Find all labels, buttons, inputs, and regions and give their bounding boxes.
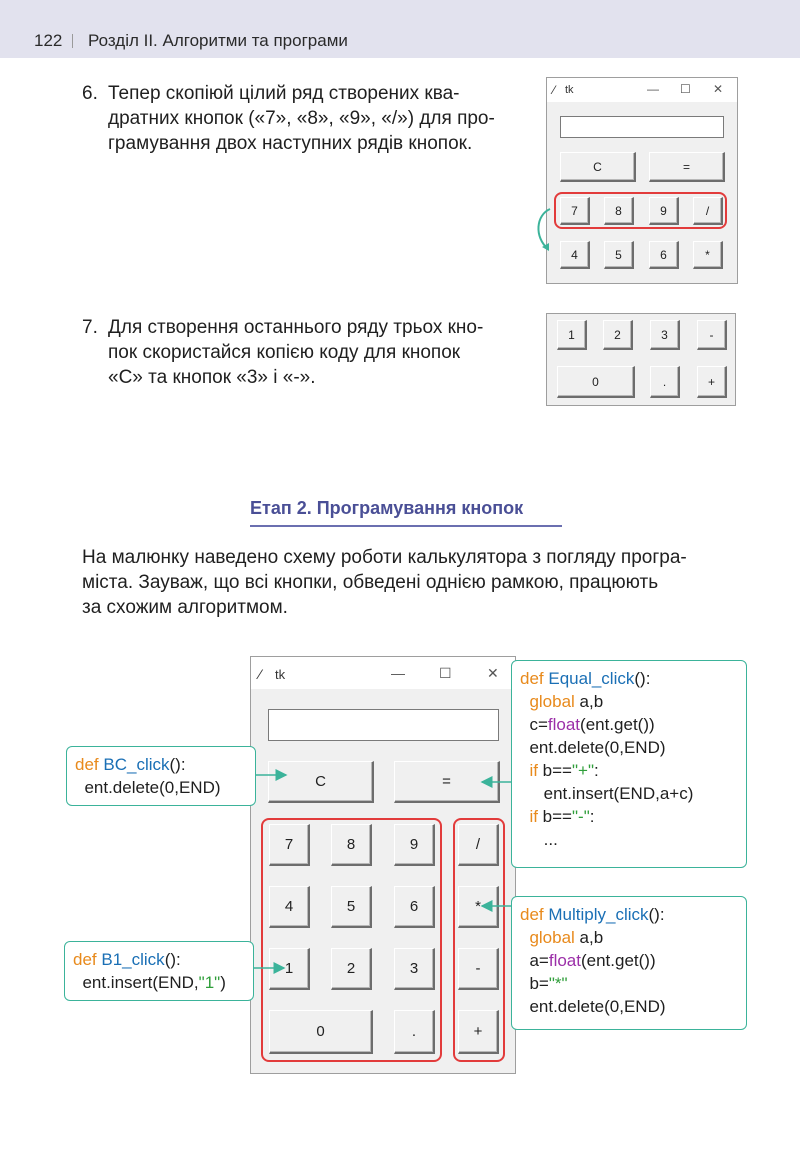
code-text: b== — [537, 807, 572, 826]
minimize-icon[interactable]: — — [647, 82, 659, 96]
code-text: a,b — [574, 692, 604, 711]
feather-icon: ⁄ — [553, 83, 556, 97]
digit-4-button[interactable]: 4 — [560, 241, 590, 269]
step-7-line: «С» та кнопок «3» і «-». — [108, 367, 316, 388]
code-string: "-" — [572, 807, 590, 826]
code-text: ent.insert(END, — [82, 973, 199, 992]
code-text: : — [594, 761, 599, 780]
code-text: ) — [220, 973, 226, 992]
plus-button[interactable]: + — [697, 366, 727, 398]
minus-button[interactable]: - — [458, 948, 499, 990]
code-function-name: Multiply_click — [548, 905, 649, 924]
code-text: a= — [529, 951, 549, 970]
divide-button[interactable]: / — [458, 824, 499, 866]
code-text: ent.insert(END,a+c) — [543, 784, 694, 803]
intro-line: На малюнку наведено схему роботи калькулятора з погляду програ- — [82, 547, 687, 568]
code-keyword: def — [75, 755, 99, 774]
digit-0-button[interactable]: 0 — [557, 366, 635, 398]
close-icon[interactable]: ✕ — [487, 665, 499, 681]
digit-8-button[interactable]: 8 — [331, 824, 372, 866]
intro-line: за схожим алгоритмом. — [82, 597, 288, 618]
digit-1-button[interactable]: 1 — [269, 948, 310, 990]
code-text: b== — [537, 761, 572, 780]
code-text: : — [589, 807, 595, 826]
code-function-name: Equal_click — [548, 669, 635, 688]
code-keyword: if — [529, 761, 538, 780]
digit-5-button[interactable]: 5 — [331, 886, 372, 928]
code-text: (ent.get()) — [580, 715, 655, 734]
digit-2-button[interactable]: 2 — [331, 948, 372, 990]
feather-icon: ⁄ — [259, 666, 262, 682]
digit-3-button[interactable]: 3 — [394, 948, 435, 990]
code-text: (): — [169, 755, 186, 774]
code-text: c= — [529, 715, 548, 734]
section-title: Розділ II. Алгоритми та програми — [88, 31, 348, 50]
digit-3-button[interactable]: 3 — [650, 320, 680, 350]
code-text: (): — [634, 669, 651, 688]
code-function-name: B1_click — [101, 950, 165, 969]
code-text: (): — [648, 905, 665, 924]
digit-2-button[interactable]: 2 — [603, 320, 633, 350]
equals-button[interactable]: = — [649, 152, 725, 182]
code-keyword: if — [529, 807, 538, 826]
code-string: "1" — [198, 973, 221, 992]
step-6-line: Тепер скопіюй цілий ряд створених ква- — [108, 83, 460, 104]
maximize-icon[interactable]: ☐ — [439, 665, 452, 681]
code-text: ... — [543, 830, 558, 849]
stage-heading: Етап 2. Програмування кнопок — [250, 498, 524, 518]
code-keyword: def — [520, 905, 544, 924]
clear-button[interactable]: C — [560, 152, 636, 182]
decimal-button[interactable]: . — [394, 1010, 435, 1054]
maximize-icon[interactable]: ☐ — [680, 82, 691, 96]
divide-button[interactable]: / — [693, 197, 723, 225]
code-text: ent.delete(0,END) — [84, 778, 221, 797]
step-7-line: Для створення останнього ряду трьох кно- — [108, 317, 484, 338]
digit-1-button[interactable]: 1 — [557, 320, 587, 350]
code-text: a,b — [574, 928, 604, 947]
code-function-name: BC_click — [103, 755, 170, 774]
digit-0-button[interactable]: 0 — [269, 1010, 373, 1054]
minimize-icon[interactable]: — — [391, 665, 405, 681]
intro-line: міста. Зауваж, що всі кнопки, обведені однією рамкою, працюють — [82, 572, 659, 593]
step-7-number: 7. — [82, 317, 98, 338]
minus-button[interactable]: - — [697, 320, 727, 350]
digit-7-button[interactable]: 7 — [560, 197, 590, 225]
digit-4-button[interactable]: 4 — [269, 886, 310, 928]
digit-9-button[interactable]: 9 — [649, 197, 679, 225]
digit-8-button[interactable]: 8 — [604, 197, 634, 225]
code-keyword: global — [529, 692, 575, 711]
digit-6-button[interactable]: 6 — [649, 241, 679, 269]
page-number: 122 — [34, 31, 63, 50]
step-7-line: пок скористайся копією коду для кнопок — [108, 342, 461, 363]
digit-5-button[interactable]: 5 — [604, 241, 634, 269]
window-title: tk — [565, 84, 574, 96]
code-string: "+" — [572, 761, 594, 780]
code-keyword: def — [73, 950, 97, 969]
plus-button[interactable]: + — [458, 1010, 499, 1054]
digit-7-button[interactable]: 7 — [269, 824, 310, 866]
clear-button[interactable]: C — [268, 761, 374, 803]
equals-button[interactable]: = — [394, 761, 500, 803]
digit-9-button[interactable]: 9 — [394, 824, 435, 866]
code-keyword: def — [520, 669, 544, 688]
decimal-button[interactable]: . — [650, 366, 680, 398]
digit-6-button[interactable]: 6 — [394, 886, 435, 928]
window-title: tk — [275, 667, 286, 682]
code-builtin: float — [548, 951, 581, 970]
code-text: ent.delete(0,END) — [529, 997, 666, 1016]
code-string: "*" — [548, 974, 568, 993]
code-text: (ent.get()) — [580, 951, 656, 970]
code-text: ent.delete(0,END) — [529, 738, 666, 757]
step-6-line: дратних кнопок («7», «8», «9», «/») для про- — [108, 108, 495, 129]
multiply-button[interactable]: * — [693, 241, 723, 269]
code-text: b= — [529, 974, 549, 993]
code-text: (): — [164, 950, 181, 969]
step-6-line: грамування двох наступних рядів кнопок. — [108, 133, 473, 154]
code-keyword: global — [529, 928, 575, 947]
code-builtin: float — [547, 715, 581, 734]
close-icon[interactable]: ✕ — [713, 82, 724, 96]
multiply-button[interactable]: * — [458, 886, 499, 928]
step-6-number: 6. — [82, 83, 98, 104]
